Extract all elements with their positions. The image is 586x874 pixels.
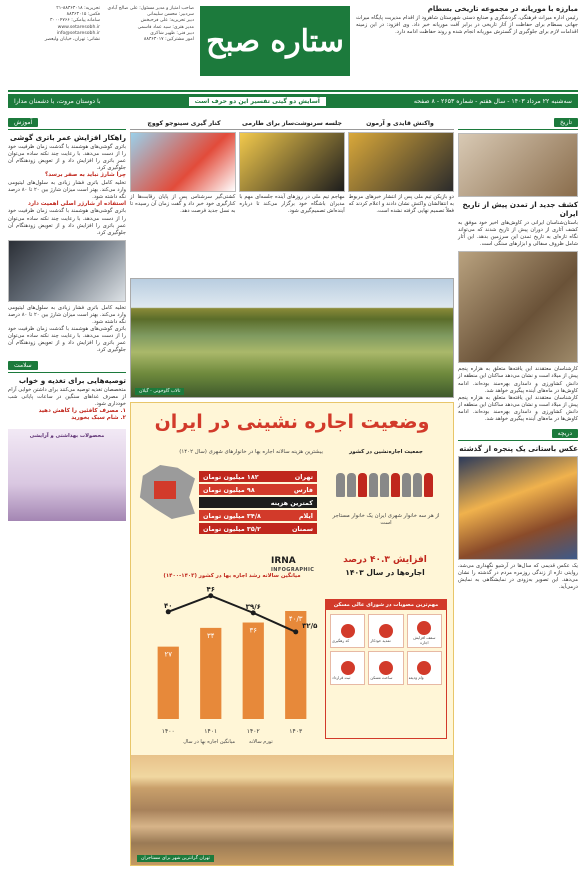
- city-row: [199, 523, 317, 534]
- history-text-1: باستان‌شناسان ایرانی در کاوش‌های اخیر خود موفق به کشف آثاری از دوران پیش از تاریخ شدند که می‌تواند نگاه تازه‌ای به تاریخ تمدن این سرزمین بدهد. این آثار شامل ظروف سفالی و ابزارهای سنگی است.: [458, 220, 578, 248]
- person-icon: [413, 473, 422, 497]
- lake-photo: [130, 278, 454, 398]
- advertisement[interactable]: [8, 429, 126, 521]
- city-photo-caption: تهران گرانترین شهر برای مستاجران: [137, 855, 214, 862]
- bar-value-label: ۲۷: [164, 650, 173, 659]
- health-tip-2: ۲. شام سبک بخورید: [71, 415, 126, 422]
- chart-legend: [143, 739, 313, 745]
- slogan-secondary: با دوستان مروت، با دشمنان مدارا: [14, 97, 101, 105]
- health-tip-1: ۱. مصرف کافئین را کاهش دهید: [38, 407, 126, 414]
- history-photo: [458, 133, 578, 197]
- person-icon: [369, 473, 378, 497]
- decision-icon: [379, 624, 393, 638]
- battery-text-1: باتری گوشی‌های هوشمند با گذشت زمان ظرفیت خود را از دست می‌دهد. با رعایت چند نکته ساده می‌توان عمر باتری را افزایش داد و از تعویض زودهنگام آن جلوگیری کرد.: [8, 144, 126, 172]
- city-cost: ۹۸ میلیون تومان: [203, 485, 255, 494]
- rent-increase-stat: [325, 555, 445, 577]
- decision-item: [330, 651, 365, 685]
- sports-headline-1[interactable]: واکنش قایدی و آرمون: [346, 118, 454, 130]
- infographic-title: وضعیت اجاره نشینی در ایران: [154, 411, 430, 433]
- lead-story[interactable]: [356, 6, 578, 92]
- people-icons: [325, 473, 443, 509]
- person-icon: [424, 473, 433, 497]
- decision-icon: [417, 661, 431, 675]
- credits-box: [8, 6, 194, 92]
- section-tag-health[interactable]: سلامت: [8, 361, 38, 370]
- decision-item: [368, 651, 403, 685]
- decision-label: کد رهگیری: [332, 637, 350, 643]
- chart-bar: [200, 628, 221, 719]
- council-decisions-grid: [326, 610, 446, 689]
- credit-line: دبیر تحریریه: علی فرحبخش: [140, 18, 194, 24]
- sports-texts: [130, 194, 454, 274]
- category-label: ۱۴۰۰: [161, 728, 175, 735]
- council-decisions-title: مهم‌ترین مصوبات در شورای عالی مسکن: [326, 600, 446, 610]
- bar-value-label: ۳۴: [206, 631, 215, 640]
- left-column: [8, 118, 126, 866]
- lead-headline[interactable]: مبارزه با موریانه در مجموعه تاریخی بسطام: [427, 5, 578, 13]
- middle-column: [130, 118, 454, 866]
- health-headline[interactable]: توصیه‌هایی برای تغذیه و خواب: [18, 375, 126, 385]
- chart-point: [293, 629, 298, 634]
- city-cost: ۱۸۲ میلیون تومان: [203, 472, 259, 481]
- chart-point: [208, 593, 213, 598]
- city-name: کمترین هزینه: [270, 498, 313, 507]
- battery-headline[interactable]: راهکار افزایش عمر باتری گوشی: [10, 133, 126, 142]
- window-photo: [458, 456, 578, 560]
- chart-line: [168, 596, 296, 632]
- section-tag-history[interactable]: تاریخ: [554, 118, 578, 127]
- battery-subhead-2: استفاده از شارژر اصلی اهمیت دارد: [27, 201, 126, 208]
- window-headline[interactable]: عکس باستانی یک پنجره از گذشته: [459, 444, 578, 454]
- cities-heading: بیشترین هزینه سالانه اجاره بها در خانوارهای شهری (سال ۱۴۰۲): [179, 449, 323, 455]
- health-text: متخصصان تغذیه توصیه می‌کنند برای داشتن خوابی آرام از مصرف غذاهای سنگین در ساعات پایانی شب خودداری شود.: [8, 386, 126, 407]
- city-row: [199, 484, 317, 495]
- sports-photos: [130, 132, 454, 192]
- ad-text: محصولات بهداشتی و آرایشی: [29, 432, 105, 439]
- lake-caption: تالاب گاوخونی - گیلان: [135, 388, 184, 395]
- section-header: [458, 118, 578, 130]
- city-cost: ۳۴/۸ میلیون تومان: [203, 511, 261, 520]
- category-label: ۱۴۰۱: [204, 728, 218, 735]
- credit-line: صاحب امتیاز و مدیر مسئول: علی صالح آبادی: [107, 6, 194, 11]
- chart-heading: میانگین سالانه رشد اجاره بها در کشور (۱۴۰۳-۱۴۰۰): [163, 573, 301, 579]
- irna-text: IRNA: [271, 556, 296, 566]
- iran-map: [137, 465, 195, 519]
- person-icon: [347, 473, 356, 497]
- battery-text-2: تخلیه کامل باتری فشار زیادی به سلول‌های لیتیومی وارد می‌کند. بهتر است میزان شارژ بین ۲۰ تا ۸۰ درصد نگه داشته شود.: [8, 179, 127, 200]
- credit-line: دبیر فنی: ظهیر شاکری: [150, 30, 194, 36]
- decision-label: تمدید خودکار: [370, 637, 391, 643]
- chart-point: [251, 610, 256, 615]
- contact-line: info@setaresobh.ir: [56, 30, 100, 36]
- issue-date: سه‌شنبه ۲۲ مرداد ۱۴۰۳ - سال هفتم - شماره ۲۶۵۳ - ۸ صفحه: [413, 97, 572, 105]
- person-icon: [336, 473, 345, 497]
- history-text-2: کارشناسان معتقدند این یافته‌ها متعلق به هزاره پنجم پیش از میلاد است و نشان می‌دهد ساکنان این منطقه از دانش کشاورزی و دامداری بهره‌مند بوده‌اند. ادامه کاوش‌ها در ماه‌های آینده پیگیری خواهد شد.: [458, 366, 578, 394]
- people-heading: جمعیت اجاره‌نشین در کشور: [349, 449, 423, 455]
- section-header-education: [8, 118, 126, 130]
- rent-increase-value: افزایش ۴۰.۳ درصد: [343, 555, 427, 565]
- credit-line: سردبیر: محسن سلیمانی: [146, 12, 194, 18]
- sports-headline-2[interactable]: جلسه سرنوشت‌ساز برای طارمی: [238, 118, 346, 130]
- masthead: [8, 6, 578, 92]
- bar-value-label: ۳۶: [249, 626, 258, 635]
- line-value-label: ۴۰: [163, 601, 173, 610]
- credit-line: امور مشترکین: ۸۸۳۶۳۰۱۷: [143, 37, 194, 43]
- battery-text-5: باتری گوشی‌های هوشمند با گذشت زمان ظرفیت خود را از دست می‌دهد. با رعایت چند نکته ساده می‌توان عمر باتری را افزایش داد و از تعویض زودهنگام آن جلوگیری کرد.: [8, 326, 126, 354]
- sports-photo-1: [348, 132, 454, 192]
- battery-text-3: باتری گوشی‌های هوشمند با گذشت زمان ظرفیت خود را از دست می‌دهد. با رعایت چند نکته ساده می‌توان عمر باتری را افزایش داد و از تعویض زودهنگام آن جلوگیری کرد.: [8, 208, 126, 236]
- decision-icon: [379, 661, 393, 675]
- decision-label: وام ودیعه: [408, 674, 424, 680]
- city-cost: ۳۵/۲ میلیون تومان: [203, 524, 261, 533]
- decision-item: [407, 651, 442, 685]
- decision-icon: [417, 621, 431, 635]
- phone-charger-photo: [8, 240, 126, 302]
- city-row: [199, 497, 317, 508]
- city-row: [199, 510, 317, 521]
- section-header-health: [8, 361, 126, 373]
- window-text: یک عکس قدیمی که سال‌ها در آرشیو نگهداری می‌شد، روایتی تازه از زندگی روزمره مردم در گذشته را نشان می‌دهد. این تصویر به‌زودی در نمایشگاهی به نمایش درمی‌آید.: [458, 563, 578, 591]
- battery-text-4: تخلیه کامل باتری فشار زیادی به سلول‌های لیتیومی وارد می‌کند. بهتر است میزان شارژ بین ۲۰ تا ۸۰ درصد نگه داشته شود.: [8, 304, 127, 326]
- credit-line: مدیر هنری: سید عماد قاسمی: [137, 24, 194, 30]
- chart-bar: [243, 623, 264, 719]
- tehran-city-photo: [131, 755, 453, 865]
- category-label: ۱۴۰۲: [246, 728, 260, 735]
- decision-label: سقف افزایش اجاره: [413, 635, 436, 645]
- rent-growth-chart: [135, 571, 325, 739]
- sports-headlines: [130, 118, 454, 130]
- sports-text-2: مهاجم تیم ملی در روزهای آینده جلسه‌ای مهم با مدیران باشگاه خود برگزار می‌کند تا درباره آینده‌اش تصمیم‌گیری شود.: [239, 194, 345, 215]
- artifact-photo: [458, 251, 578, 363]
- city-name: سمنان: [291, 524, 313, 533]
- contact-line: سامانه پیامکی: ۳۰۰۰۴۷۶۶: [50, 18, 100, 24]
- person-icon: [391, 473, 400, 497]
- line-value-label: ۴۶: [206, 585, 216, 594]
- credits-left: [8, 6, 100, 43]
- decision-item: [368, 614, 403, 648]
- legend-line: میانگین اجاره بها در سال: [183, 739, 236, 745]
- city-row: [199, 471, 317, 482]
- section-tag-education[interactable]: آموزش: [8, 118, 38, 127]
- city-name: ایلام: [298, 511, 313, 520]
- city-name: تهران: [294, 472, 313, 481]
- newspaper-logo: ستاره صبح: [200, 6, 350, 76]
- rent-increase-sub: اجاره‌ها در سال ۱۴۰۳: [345, 568, 425, 577]
- battery-subhead-1: چرا شارژ نباید به صفر برسد؟: [45, 172, 126, 179]
- section-tag-window[interactable]: دریچه: [552, 429, 578, 438]
- contact-line: فکس: ۸۸۳۶۳۰۱۵: [66, 12, 100, 18]
- slogan: آسایش دو گیتی تفسیر این دو حرف است: [189, 97, 326, 106]
- decision-icon: [341, 624, 355, 638]
- sports-photo-2: [239, 132, 345, 192]
- contact-line: نشانی: تهران، خیابان ولیعصر: [44, 37, 100, 43]
- sports-photo-3: [130, 132, 236, 192]
- contact-line: تحریریه: ۸۸۳۶۳۰۱۸-۲۱: [56, 6, 100, 11]
- city-name: فارس: [293, 485, 313, 494]
- credits-right: [102, 6, 194, 43]
- bar-value-label: ۴۰/۳: [288, 614, 303, 623]
- city-cost-table: [199, 471, 317, 536]
- lead-text: رئیس اداره میراث فرهنگی، گردشگری و صنایع دستی شهرستان شاهرود از اقدام مدیریت پایگاه میراث جهانی بسطام برای حفاظت از آثار تاریخی در برابر آفت موریانه خبر داد. وی افزود: در این زمینه اقدامات لازم برای جلوگیری از گسترش موریانه انجام شده و روند حفاظت ادامه دارد.: [356, 15, 578, 35]
- sports-text-1: دو بازیکن تیم ملی پس از انتشار خبرهای مربوط به انتقالشان واکنش نشان دادند و اعلام کردند که فعلاً تصمیم نهایی گرفته نشده است.: [348, 194, 454, 215]
- contact-line: www.setaresobh.ir: [57, 24, 100, 30]
- people-subtext: از هر سه خانوار شهری ایران یک خانوار مستاجر است: [332, 513, 440, 526]
- sports-text-3: کشتی‌گیر سرشناس پس از پایان رقابت‌ها از کنارگیری خود خبر داد و گفت زمان آن رسیده تا به نسل جدید فرصت دهد.: [130, 194, 236, 215]
- date-bar: [8, 94, 578, 108]
- legend-bar: تورم سالانه: [249, 739, 273, 745]
- line-value-label: ۳۹/۶: [245, 602, 261, 611]
- decision-label: ثبت قرارداد: [332, 674, 351, 680]
- section-header-window: [458, 429, 578, 441]
- history-headline[interactable]: کشف جدید از تمدن پیش از تاریخ ایران: [462, 200, 578, 218]
- decision-icon: [341, 661, 355, 675]
- category-label: ۱۴۰۳: [289, 728, 303, 735]
- decision-label: ساخت مسکن: [370, 674, 393, 680]
- irna-subtext: INFOGRAPHIC: [271, 567, 315, 573]
- rent-infographic: [130, 402, 454, 866]
- council-decisions-box: [325, 599, 447, 739]
- line-value-label: ۳۲/۵: [302, 621, 318, 630]
- right-column: [458, 118, 578, 866]
- history-text-3: کارشناسان معتقدند این یافته‌ها متعلق به هزاره پنجم پیش از میلاد است و نشان می‌دهد ساکنان این منطقه از دانش کشاورزی و دامداری بهره‌مند بوده‌اند. ادامه کاوش‌ها در ماه‌های آینده پیگیری خواهد شد.: [458, 394, 578, 423]
- person-icon: [358, 473, 367, 497]
- decision-item: [407, 614, 442, 648]
- decision-item: [330, 614, 365, 648]
- person-icon: [380, 473, 389, 497]
- person-icon: [402, 473, 411, 497]
- sports-headline-3[interactable]: کنار گیری سینوجو کووچ: [130, 118, 238, 130]
- chart-point: [166, 609, 171, 614]
